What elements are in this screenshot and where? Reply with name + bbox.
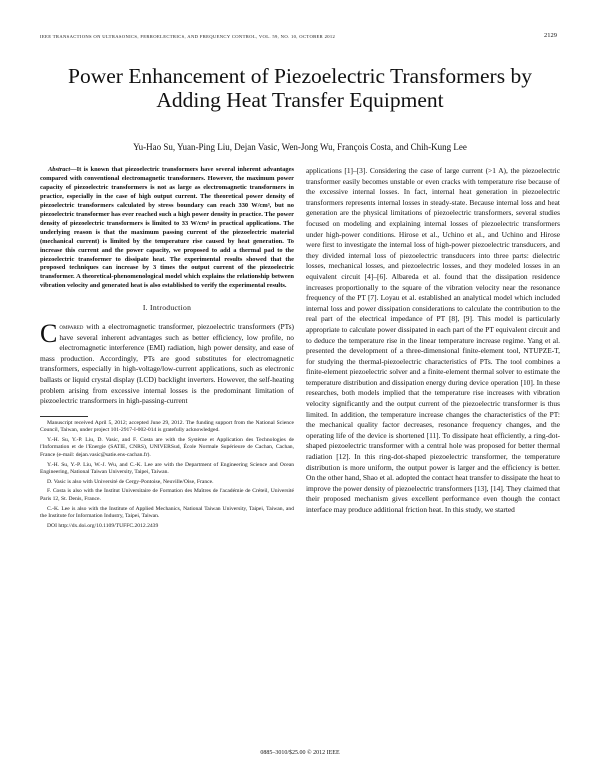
abstract bbox=[40, 166, 294, 291]
body-paragraph: applications [1]–[3]. Considering the case of large current (>1 A), the piezoelectric transformer easily becomes unstable or even cracks with temperature rise because of the excessive internal losses. In fact, internal heat generation in piezoelectric transformers represents internal losses in steady-state. Because internal loss and heat generation are the physical limitations of piezoelectric transformers, several studies focused on modeling and explaining internal losses of piezoelectric transformers under high-power conditions. Hirose et al., Uchino et al., and Uchino and Hirose were first to investigate the internal loss of high-power piezoelectric transducers, and they divided internal loss of piezoelectric transducers into three parts: dielectric losses, mechanical losses, and piezoelectric losses, and they modeled losses in an equivalent circuit [4]–[6]. Albareda et al. found that the dissipation residence increases proportionally to the square of the vibration velocity near the resonance frequency of the PT [7]. Loyau et al. established an analytical model which included internal loss and power dissipation considerations to calculate the contribution to the real part of the electrical impedance of PT [8], [9]. This model is particularly appropriate to calculate power dissipated in each part of the PT equivalent circuit and to deduce the temperature rise in the linear temperature increase regime. Yang et al. presented the development of a three-dimensional finite-element tool, NTUPZE-T, for studying the thermal-piezoelectric characteristics of PTs. The tool combines a finite-element piezoelectric solver and a finite-element thermal solver to estimate the temperature distribution and dissipation energy during device operation [10]. In these researches, both models implied that the temperature rise increases with vibration velocity significantly and the output current of the piezoelectric transformer is thus limited. In addition, the temperature increase changes the characteristics of the PT: the mechanical quality factor decreases, resonance frequency changes, and the operating life of the device is shortened [11]. To dissipate heat efficiently, a ring-dot-shaped piezoelectric transformer with a central hole was proposed for better thermal radiation [12]. In this ring-dot-shaped piezoelectric transformer, the temperature distribution is more uniform, the output power is larger and the efficiency is better. On the other hand, Shao et al. adopted the contact heat transfer to dissipate the heat to improve the power density of piezoelectric transformers [13], [14]. They claimed that their proposed mechanism gives excellent performance even though the contact interface may produce additional friction heat. In this study, we started bbox=[306, 166, 560, 514]
intro-paragraph bbox=[40, 318, 294, 407]
author-list: Yu-Hao Su, Yuan-Ping Liu, Dejan Vasic, Wen-Jong Wu, François Costa, and Chih-Kung Lee bbox=[133, 142, 467, 152]
doi-link[interactable]: DOI http://dx.doi.org/10.1109/TUFFC.2012.2439 bbox=[47, 522, 159, 529]
footnote: Y.-H. Su, Y.-P. Liu, D. Vasic, and F. Costa are with the Système et Application des Technologies de l'Information et de l'Energie (SATIE, CNRS), UNIVERSud, École Normale Supérieure de Cachan, Cachan, France (e-mail: dejan.vasic@satie.ens-cachan.fr). bbox=[40, 436, 294, 459]
running-header: IEEE TRANSACTIONS ON ULTRASONICS, FERROELECTRICS, AND FREQUENCY CONTROL, VOL. 59, NO. 10, OCTOBER 2012 bbox=[40, 34, 336, 39]
abstract-label: Abstract bbox=[48, 166, 71, 173]
footnote: Manuscript received April 5, 2012; accepted June 29, 2012. The funding support from the National Science Council, Taiwan, under project 101-2917-I-002-014 is gratefully acknowledged. bbox=[40, 419, 294, 434]
footnote: C.-K. Lee is also with the Institute of Applied Mechanics, National Taiwan University, Taipei, Taiwan, and the Institute for Information Industry, Taipei, Taiwan. bbox=[40, 505, 294, 520]
intro-text: with a electromagnetic transformer, piezoelectric transformers (PTs) have several inherent advantages such as better efficiency, low profile, no electromagnetic interference (EMI) radiation, high power density, and ease of mass production. Accordingly, PTs are good substitutes for electromagnetic transformers, especially in high-voltage/low-current applications, such as electronic ballasts or liquid crystal display (LCD) backlight inverters. However, the self-heating problem arising from excessive internal losses is the predominant limitation of piezoelectric transformers in high-passing-current bbox=[40, 321, 294, 406]
drop-cap: C bbox=[40, 318, 58, 348]
left-column bbox=[40, 166, 294, 532]
page-number: 2129 bbox=[544, 32, 557, 39]
copyright-footer: 0885–3010/$25.00 © 2012 IEEE bbox=[260, 750, 340, 756]
section-heading: I. Introduction bbox=[142, 303, 192, 313]
right-column bbox=[306, 166, 560, 516]
lead-word: ompared bbox=[59, 321, 84, 331]
paper-title: Power Enhancement of Piezoelectric Transformers by Adding Heat Transfer Equipment bbox=[68, 64, 532, 112]
footnotes bbox=[40, 420, 294, 531]
footnote: D. Vasic is also with Université de Cergy-Pontoise, Neuville/Oise, France. bbox=[47, 478, 214, 485]
abstract-text: —It is known that piezoelectric transformers have several inherent advantages compared with conventional electromagnetic transformers. However, the maximum power capacity of piezoelectric transformers is not as large as electromagnetic transformers in practice, especially in the case of high output current. The theoretical power density of piezoelectric transformers calculated by stress boundary can reach 330 W/cm³, but no piezoelectric transformer has ever reached such a high power density in practice. The power density of piezoelectric transformers is limited to 33 W/cm³ in practical applications. The underlying reason is that the maximum passing current of the piezoelectric material (mechanical current) is limited by the temperature rise caused by heat generation. To increase this current and the power capacity, we proposed to add a thermal pad to the piezoelectric transformer to dissipate heat. The experimental results showed that the proposed techniques can increase by 3 times the output current of the piezoelectric transformer. A theoretical-phenomenological model which explains the relationship between vibration velocity and generated heat is also established to verify the experimental results. bbox=[40, 166, 294, 290]
footnote: Y.-H. Su, Y.-P. Liu, W.-J. Wu, and C.-K. Lee are with the Department of Engineering Science and Ocean Engineering, National Taiwan University, Taipei, Taiwan. bbox=[40, 461, 294, 476]
footnote: F. Costa is also with the Institut Universitaire de Formation des Maîtres de l'académie de Créteil, Université Paris 12, St. Denis, France. bbox=[40, 488, 294, 503]
footnote-rule bbox=[40, 416, 88, 417]
